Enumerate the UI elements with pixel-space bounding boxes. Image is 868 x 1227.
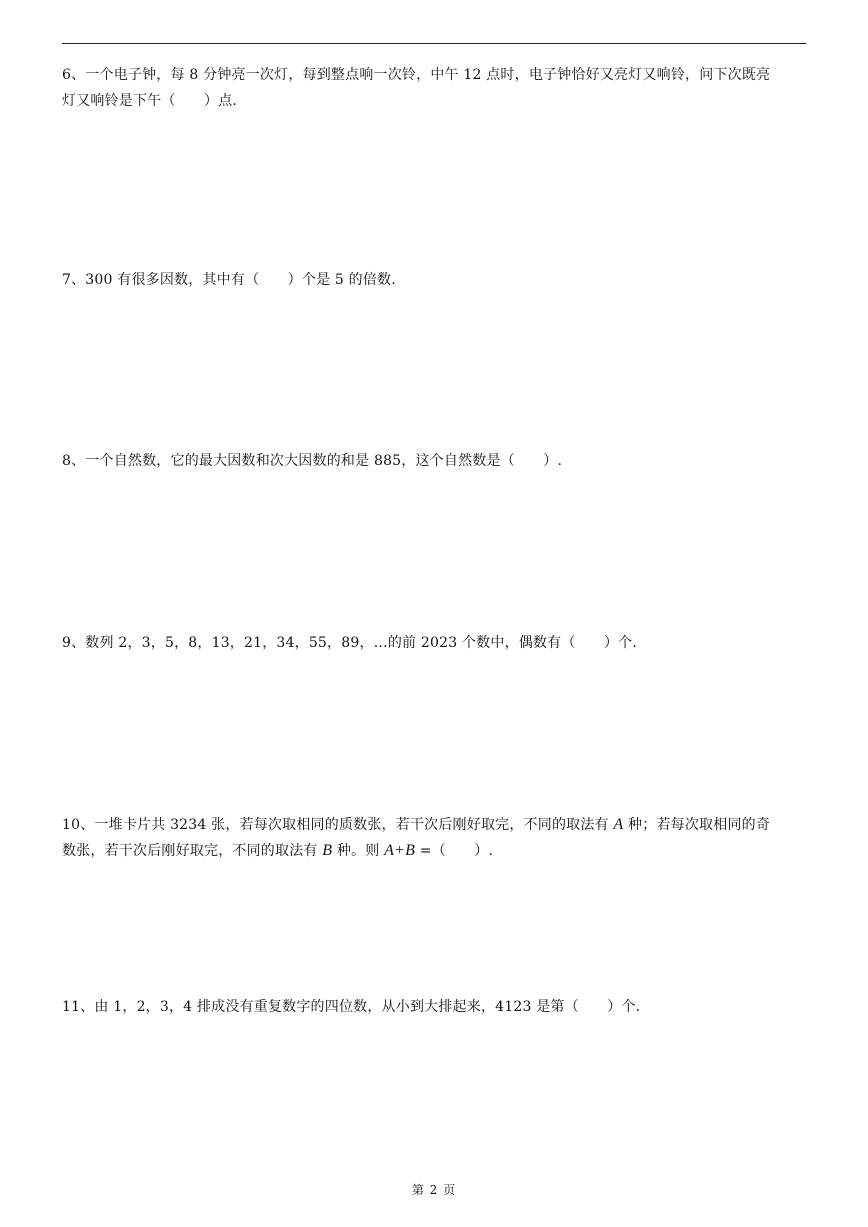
question-11 — [62, 994, 808, 1020]
question-8-line-1: 8、一个自然数，它的最大因数和次大因数的和是 885，这个自然数是（ ）. — [62, 453, 563, 469]
question-10-line-2-text-a: 数张，若干次后刚好取完，不同的取法有 — [62, 843, 323, 859]
question-10 — [62, 812, 808, 864]
variable-a: A — [613, 816, 624, 833]
question-11-line-1: 11、由 1，2，3，4 排成没有重复数字的四位数，从小到大排起来，4123 是第（ ）个. — [62, 999, 641, 1015]
question-7-line-1: 7、300 有很多因数，其中有（ ）个是 5 的倍数. — [62, 272, 396, 288]
question-9 — [62, 630, 808, 656]
question-6 — [62, 62, 808, 114]
question-10-line-2-text-c: =（ ）. — [415, 843, 494, 859]
header-rule — [62, 43, 806, 44]
question-6-line-2: 灯又响铃是下午（ ）点. — [62, 93, 238, 109]
question-10-line-1-text-a: 10、一堆卡片共 3234 张，若每次取相同的质数张，若干次后刚好取完，不同的取法有 — [62, 817, 614, 833]
question-10-line-1-text-b: 种；若每次取相同的奇 — [623, 817, 771, 833]
question-8 — [62, 448, 808, 474]
question-10-line-2-text-b: 种。则 — [332, 843, 385, 859]
variable-b: B — [322, 842, 333, 859]
question-6-line-1: 6、一个电子钟，每 8 分钟亮一次灯，每到整点响一次铃，中午 12 点时，电子钟恰好又亮灯又响铃，问下次既亮 — [62, 67, 771, 83]
question-9-line-1: 9、数列 2，3，5，8，13，21，34，55，89，…的前 2023 个数中，偶数有（ ）个. — [62, 635, 638, 651]
sum-expression: A+B — [384, 842, 416, 859]
page-number: 第 2 页 — [411, 1183, 457, 1197]
question-10-line-2 — [62, 838, 808, 864]
question-7 — [62, 267, 808, 293]
question-10-line-1 — [62, 812, 808, 838]
